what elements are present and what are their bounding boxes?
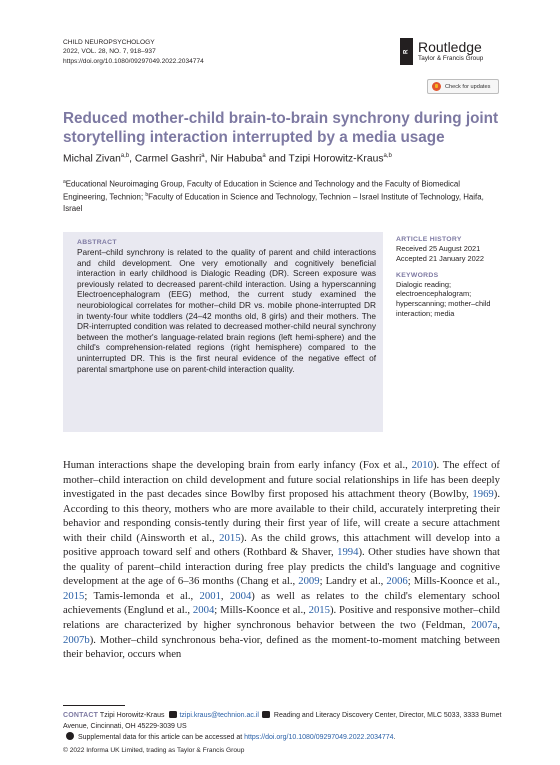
- contact-label: CONTACT: [63, 712, 99, 719]
- body-text: Human interactions shape the developing brain from early infancy (Fox et al.,: [63, 459, 412, 471]
- citation-link[interactable]: 2009: [298, 575, 320, 588]
- contact-address: Reading and Literacy Discovery Center, Director, MLC 5033, 3333 Burnet Avenue, Cincinnati, OH 45229-3039 US: [63, 712, 502, 730]
- body-text: ; Mills-Koonce et al.,: [214, 604, 309, 617]
- body-text: ). According to this theory, mothers who are more available to their child, accurately interpreting their behavior and responding consis-tently during their first year of life, will create a secure attachment with their child (Ainsworth et al.,: [63, 488, 500, 544]
- author-name: Tzipi Horowitz-Kraus: [288, 153, 384, 165]
- article-sidebar: [396, 235, 506, 319]
- citation-link[interactable]: 2001: [199, 589, 221, 602]
- keywords-heading: KEYWORDS: [396, 271, 439, 279]
- author-name: Carmel Gashri: [134, 153, 202, 165]
- abstract-heading: ABSTRACT: [77, 239, 117, 246]
- citation-link[interactable]: 2010: [411, 459, 433, 471]
- body-text: ) as well as relates to the child's elementary school achievements (Englund et al.,: [63, 589, 501, 617]
- affiliation-b-marker: b: [145, 191, 149, 198]
- citation-link[interactable]: 2015: [63, 589, 85, 602]
- supplemental-text: Supplemental data for this article can be accessed at: [76, 734, 245, 741]
- body-text: ). As the child grows, this attachment will develop into a positive approach toward self and others (Rothbard & Shaver,: [63, 531, 500, 559]
- body-text: ; Tamis-lemonda et al.,: [84, 589, 200, 602]
- citation-link[interactable]: 1969: [472, 488, 494, 501]
- article-history-heading: ARTICLE HISTORY: [396, 236, 462, 243]
- contact-name: Tzipi Horowitz-Kraus: [98, 712, 167, 719]
- citation-link[interactable]: 2015: [219, 531, 241, 544]
- author-affiliation-marker: a: [201, 153, 205, 159]
- abstract-box: [63, 232, 383, 432]
- routledge-logo-icon: R: [400, 38, 413, 65]
- affiliations: [63, 177, 503, 214]
- keywords-list: Dialogic reading; electroencephalogram; hyperscanning; mother–child interaction; media: [396, 279, 491, 318]
- info-icon: [66, 732, 74, 740]
- body-text: ). The effect of mother–child interaction on child development and future social relationships in life has been deeply investigated in the past decades since Bowlby first proposed his attachment theory (Bowlby,: [63, 459, 500, 501]
- publisher-name: Routledge: [418, 39, 482, 55]
- contact-email-link[interactable]: tzipi.kraus@technion.ac.il: [179, 712, 259, 719]
- journal-volume: 2022, VOL. 28, NO. 7, 918–937: [63, 48, 156, 56]
- footnote-divider: [63, 705, 125, 706]
- check-for-updates-button[interactable]: [427, 79, 499, 94]
- affiliation-b: Faculty of Education in Science and Technology, Technion – Israel Institute of Technology, Haifa, Israel: [63, 192, 484, 213]
- accepted-date: Accepted 21 January 2022: [396, 253, 484, 263]
- author-name: Michal Zivan: [63, 153, 121, 165]
- author-separator: ,: [204, 153, 211, 165]
- affiliation-a: Educational Neuroimaging Group, Faculty of Education in Science and Technology and the Faculty of Biomedical Engineering, Technion;: [63, 179, 460, 202]
- article-title: Reduced mother-child brain-to-brain synchrony during joint storytelling interaction interrupted by a media usage: [63, 110, 499, 146]
- received-date: Received 25 August 2021: [396, 244, 481, 253]
- check-for-updates-label: Check for updates: [445, 83, 491, 90]
- author-affiliation-marker: a,b: [383, 153, 392, 159]
- body-text: ; Landry et al.,: [319, 575, 387, 588]
- body-text: ; Mills-Koonce et al.,: [407, 575, 500, 588]
- citation-link[interactable]: 2004: [229, 589, 252, 602]
- author-name: Nir Habuba: [210, 153, 263, 165]
- affiliation-a-marker: a: [63, 179, 66, 185]
- citation-link[interactable]: 1994: [337, 546, 359, 559]
- contact-footnote: [63, 711, 508, 744]
- author-affiliation-marker: a,b: [120, 153, 130, 159]
- body-text: ). Other studies have shown that the quality of parent–child interaction during free play predicts the child's language and cognitive development at the age of 6–36 months (Chang et al.,: [63, 546, 500, 588]
- body-text: ). Positive and responsive mother–child relations are characterized by higher synchronous behavior between the two (Feldman,: [63, 604, 500, 632]
- journal-meta: [63, 38, 204, 66]
- citation-link[interactable]: 2006: [386, 575, 408, 588]
- body-text: ). Mother–child synchronous beha-vior, defined as the moment-to-moment matching between their behavior, occurs when: [63, 633, 500, 661]
- journal-doi[interactable]: https://doi.org/10.1080/09297049.2022.2034774: [63, 57, 204, 65]
- abstract-text: Parent–child synchrony is related to the quality of parent and child interactions and child development. One very emotionally and cognitively beneficial interaction in early childhood is Dialogic Reading (DR). Screen exposure was previously related to decreased parent-child interaction. Using a hyperscanning Electroencephalogram (EEG) method, the current study examined the neurobiological correlates for mother–child DR vs. mobile phone-interrupted DR in twenty-four white toddlers (24–42 months old, 8 girls) and their mothers. The DR-interrupted condition was related to decreased mother-child neural synchrony between the mother's language-related brain regions (left hemi-sphere) and the child's comprehension-related regions (right hemisphere) compared to the uninterrupted DR. This is the first neural evidence of the negative effect of parental smartphone use on parent-child interaction quality.: [77, 247, 376, 374]
- citation-link[interactable]: 2004: [192, 604, 215, 617]
- citation-link[interactable]: 2007b: [63, 633, 90, 646]
- crossmark-icon: [432, 82, 441, 91]
- supplemental-link[interactable]: https://doi.org/10.1080/09297049.2022.2034774: [244, 734, 394, 741]
- author-affiliation-marker: a: [262, 153, 266, 159]
- building-icon: [262, 711, 270, 718]
- citation-link[interactable]: 2015: [308, 604, 330, 617]
- body-text: ,: [497, 619, 500, 632]
- author-separator: ,: [129, 153, 135, 165]
- journal-name: CHILD NEUROPSYCHOLOGY: [63, 39, 155, 46]
- body-paragraph: [63, 458, 500, 662]
- body-text: ,: [220, 589, 230, 602]
- citation-link[interactable]: 2007a: [471, 619, 498, 632]
- supplemental-end: .: [393, 734, 396, 741]
- author-separator: and: [265, 153, 289, 165]
- envelope-icon: [169, 711, 177, 718]
- publisher-logo: [400, 38, 483, 65]
- copyright-notice: © 2022 Informa UK Limited, trading as Taylor & Francis Group: [63, 747, 245, 754]
- publisher-subtitle: Taylor & Francis Group: [418, 55, 484, 62]
- author-list: [63, 153, 392, 164]
